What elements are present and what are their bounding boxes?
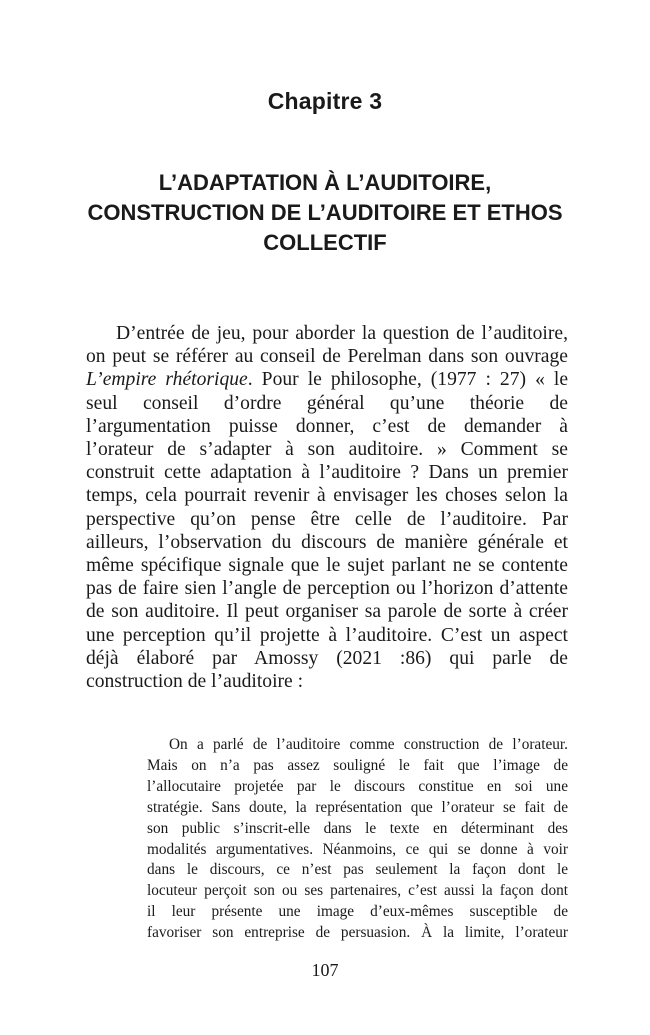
chapter-label: Chapitre 3 [267,88,383,114]
paragraph-line: une perception qu’il projette à l’auditoire. C’est un aspect [86,624,568,646]
quote-line: On a parlé de l’auditoire comme construction de l’orateur. [169,736,568,753]
paragraph-line: pas de faire sien l’angle de perception ou l’horizon d’attente [86,578,568,600]
paragraph-line: même spécifique signale que le sujet parlant ne se contente [86,555,568,577]
paragraph-line: l’orateur de s’adapter à son auditoire. » Comment se [86,439,568,461]
paragraph-line: construction de l’auditoire : [86,671,304,693]
paragraph-line [86,368,568,391]
paragraph-line: déjà élaboré par Amossy (2021 :86) qui parle de [86,647,568,669]
quote-line: locuteur perçoit son ou ses partenaires, c’est aussi la façon dont [147,882,568,900]
block-quote [147,735,568,944]
quote-line: dans le discours, ce n’est pas seulement la façon dont le [147,861,568,879]
quote-line: modalités argumentatives. Néanmoins, ce qui se donne à voir [147,840,568,858]
line-text-after: . Pour le philosophe, (1977 : 27) « le [247,369,569,391]
paragraph-line: construit cette adaptation à l’auditoire ? Dans un premier [86,462,568,484]
paragraph-line: temps, cela pourrait revenir à envisager les choses selon la [86,485,568,507]
quote-line: stratégie. Sans doute, la représentation que l’orateur se fait de [147,798,568,816]
quote-line: son public s’inscrit-elle dans le texte en déterminant des [147,819,568,837]
paragraph-line: D’entrée de jeu, pour aborder la question de l’auditoire, [116,323,568,344]
quote-line: l’allocutaire projetée par le discours constitue en soi une [147,777,568,795]
body-paragraph [86,322,568,693]
quote-line: favoriser son entreprise de persuasion. À la limite, l’orateur [147,924,568,942]
paragraph-line: l’argumentation puisse donner, c’est de demander à [86,415,568,437]
chapter-title-line: CONSTRUCTION DE L’AUDITOIRE ET ETHOS [87,200,563,225]
book-title-italic: L’empire rhétorique [86,369,248,391]
page-number: 107 [311,960,339,980]
chapter-title [60,168,590,258]
paragraph-line: perspective qu’on pense être celle de l’auditoire. Par [86,508,568,530]
paragraph-line: de son auditoire. Il peut organiser sa parole de sorte à créer [86,601,568,623]
paragraph-line: on peut se référer au conseil de Perelman dans son ouvrage [86,346,568,368]
quote-line: il leur présente une image d’eux-mêmes susceptible de [147,903,568,921]
chapter-title-line: COLLECTIF [263,230,387,255]
chapter-title-line: L’ADAPTATION À L’AUDITOIRE, [158,170,492,195]
paragraph-line: ailleurs, l’observation du discours de manière générale et [86,531,568,553]
quote-line: Mais on n’a pas assez souligné le fait que l’image de [147,756,568,774]
paragraph-line: seul conseil d’ordre général qu’une théorie de [86,392,568,414]
